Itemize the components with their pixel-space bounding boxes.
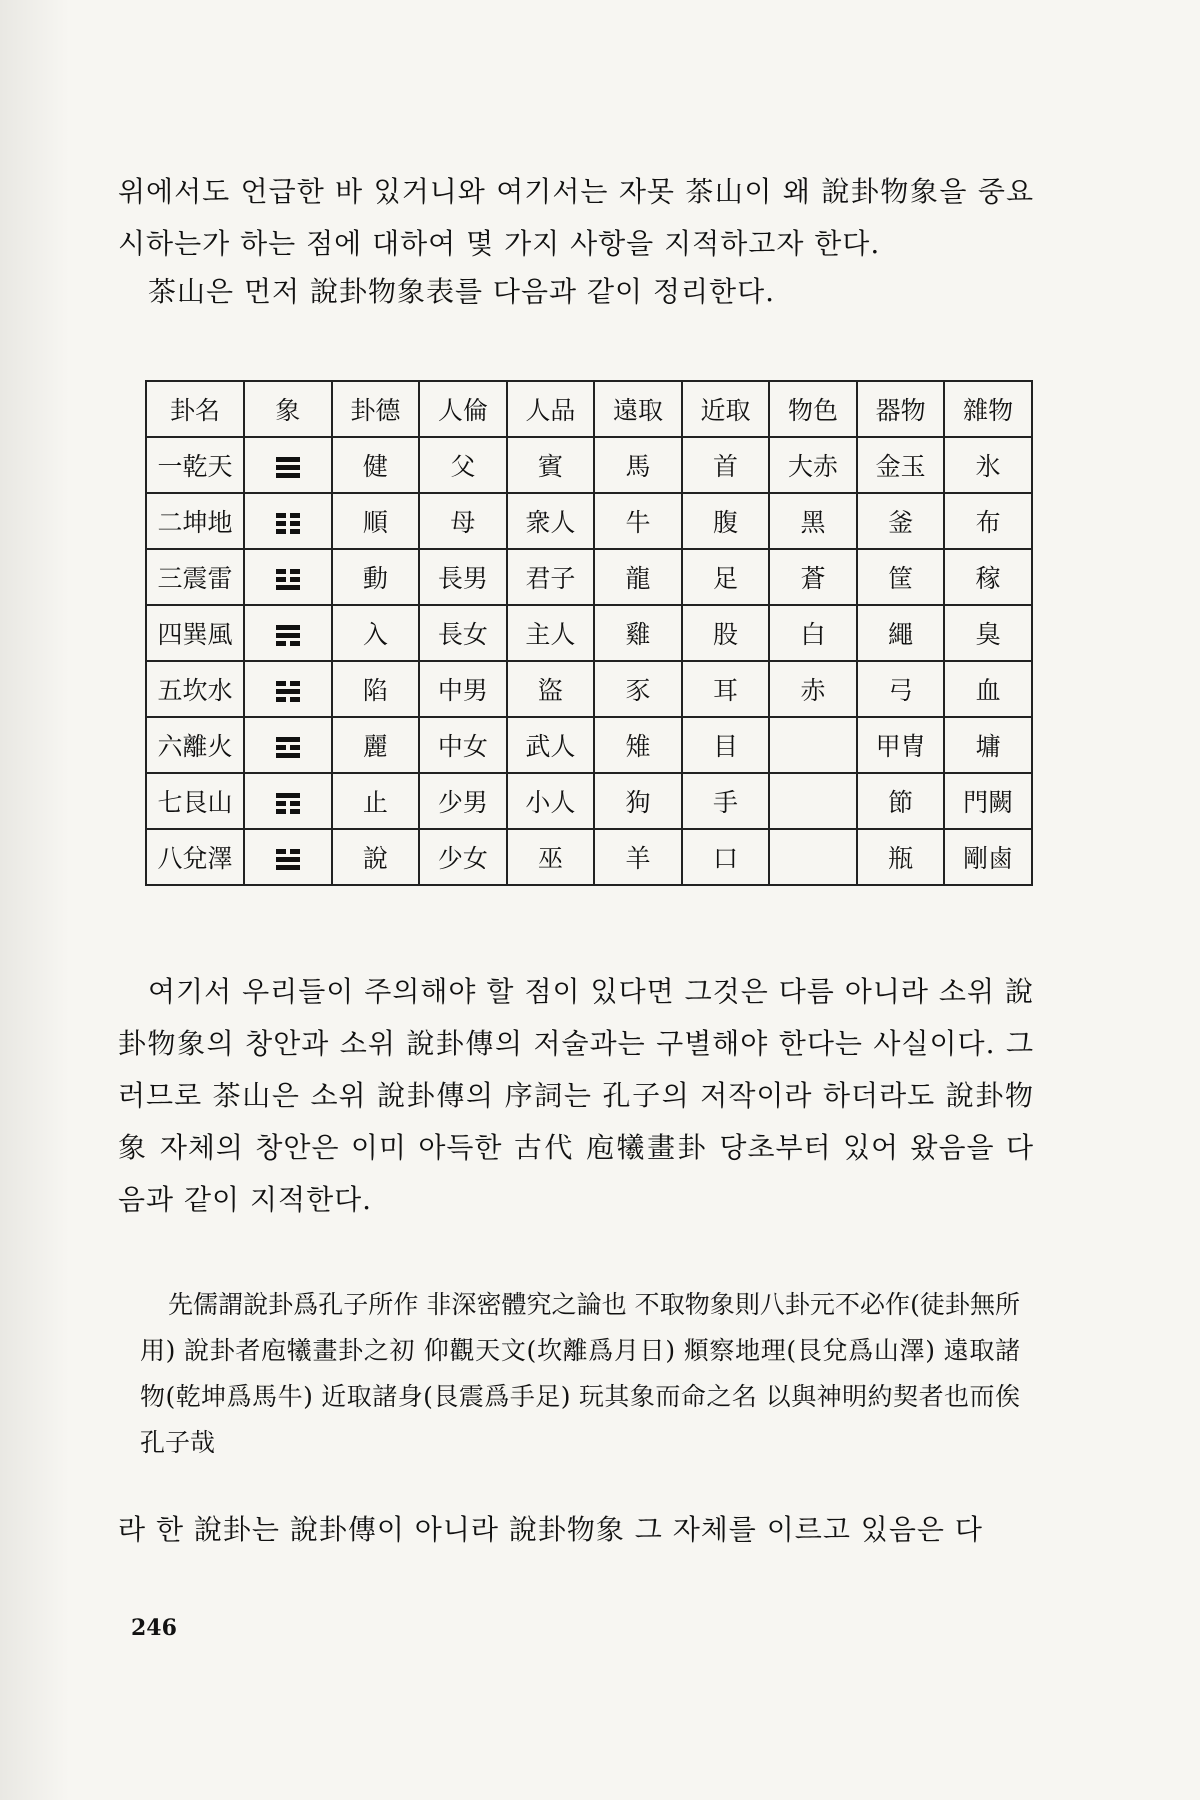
- paragraph-discussion: 여기서 우리들이 주의해야 할 점이 있다면 그것은 다름 아니라 소위 說卦物象의 창안과 소위 說卦傳의 저술과는 구별해야 한다는 사실이다. 그러므로 茶山은 소위 說卦傳의 序詞는 孔子의 저작이라 하더라도 說卦物象 자체의 창안은 이미 아득한 古代 庖犧畫卦 당초부터 있어 왔음을 다음과 같이 지적한다.: [118, 975, 1034, 1216]
- table-cell: 釜: [857, 493, 945, 549]
- header-cell: 象: [244, 381, 332, 437]
- table-cell: 雞: [594, 605, 682, 661]
- paragraph-intro: 위에서도 언급한 바 있거니와 여기서는 자못 茶山이 왜 說卦物象을 중요시하는가 하는 점에 대하여 몇 가지 사항을 지적하고자 한다.: [118, 175, 1034, 260]
- page-number: 246: [131, 1615, 177, 1641]
- trigram-icon: [276, 849, 300, 870]
- table-cell: 順: [332, 493, 420, 549]
- table-cell: 巫: [507, 829, 595, 885]
- trigram-icon: [276, 625, 300, 646]
- yin-line: [276, 529, 300, 534]
- table-cell: 武人: [507, 717, 595, 773]
- yang-line: [276, 473, 300, 478]
- table-cell: 筐: [857, 549, 945, 605]
- table-cell: 臭: [944, 605, 1032, 661]
- table-cell: 母: [419, 493, 507, 549]
- trigram-name-cell: 五坎水: [146, 661, 244, 717]
- table-cell: 少女: [419, 829, 507, 885]
- table-row: [146, 829, 1032, 885]
- table-cell: 耳: [682, 661, 770, 717]
- table-cell: 中男: [419, 661, 507, 717]
- header-cell: 人品: [507, 381, 595, 437]
- table-cell: 動: [332, 549, 420, 605]
- table-cell: 君子: [507, 549, 595, 605]
- yin-line: [276, 809, 300, 814]
- yin-line: [276, 577, 300, 582]
- trigram-name-cell: 四巽風: [146, 605, 244, 661]
- table-cell: 金玉: [857, 437, 945, 493]
- trigram-icon: [276, 513, 300, 534]
- yang-line: [276, 625, 300, 630]
- paragraph-continuation: 라 한 說卦는 說卦傳이 아니라 說卦物象 그 자체를 이르고 있음은 다: [118, 1513, 983, 1546]
- table-cell: 黑: [769, 493, 857, 549]
- yin-line: [276, 681, 300, 686]
- trigram-symbol-cell: [244, 437, 332, 493]
- header-cell: 近取: [682, 381, 770, 437]
- table-cell: 衆人: [507, 493, 595, 549]
- yang-line: [276, 689, 300, 694]
- table-cell: 股: [682, 605, 770, 661]
- table-cell: [769, 773, 857, 829]
- header-cell: 器物: [857, 381, 945, 437]
- trigram-name-cell: 八兌澤: [146, 829, 244, 885]
- trigram-icon: [276, 457, 300, 478]
- table-cell: [769, 717, 857, 773]
- table-header-row: [146, 381, 1032, 437]
- trigram-symbol-cell: [244, 829, 332, 885]
- table-row: [146, 717, 1032, 773]
- table-cell: 羊: [594, 829, 682, 885]
- table-cell: 蒼: [769, 549, 857, 605]
- trigram-symbol-cell: [244, 493, 332, 549]
- table-cell: 狗: [594, 773, 682, 829]
- header-cell: 卦德: [332, 381, 420, 437]
- table-cell: 中女: [419, 717, 507, 773]
- table-cell: 手: [682, 773, 770, 829]
- table-cell: 赤: [769, 661, 857, 717]
- table-cell: 父: [419, 437, 507, 493]
- yin-line: [276, 849, 300, 854]
- header-cell: 人倫: [419, 381, 507, 437]
- trigram-icon: [276, 569, 300, 590]
- table-cell: 豕: [594, 661, 682, 717]
- table-cell: 首: [682, 437, 770, 493]
- table-cell: 說: [332, 829, 420, 885]
- table-row: [146, 493, 1032, 549]
- table-cell: 弓: [857, 661, 945, 717]
- table-cell: [769, 829, 857, 885]
- table-cell: 白: [769, 605, 857, 661]
- table-cell: 墉: [944, 717, 1032, 773]
- table-cell: 瓶: [857, 829, 945, 885]
- yang-line: [276, 865, 300, 870]
- trigram-symbol-cell: [244, 605, 332, 661]
- table-cell: 止: [332, 773, 420, 829]
- classical-quotation: 先儒謂說卦爲孔子所作 非深密體究之論也 不取物象則八卦元不必作(徒卦無所用) 說卦者庖犧畫卦之初 仰觀天文(坎離爲月日) 頫察地理(艮兌爲山澤) 遠取諸物(乾坤爲馬牛) 近取諸身(艮震爲手足) 玩其象而命之名 以與神明約契者也而俟孔子哉: [140, 1290, 1020, 1457]
- page-gutter-shadow: [0, 0, 70, 1800]
- yang-line: [276, 753, 300, 758]
- trigram-icon: [276, 737, 300, 758]
- trigram-name-cell: 七艮山: [146, 773, 244, 829]
- header-cell: 雜物: [944, 381, 1032, 437]
- yin-line: [276, 745, 300, 750]
- table-cell: 雉: [594, 717, 682, 773]
- yang-line: [276, 585, 300, 590]
- table-cell: 稼: [944, 549, 1032, 605]
- table-cell: 龍: [594, 549, 682, 605]
- yin-line: [276, 569, 300, 574]
- table-cell: 甲冑: [857, 717, 945, 773]
- table-cell: 大赤: [769, 437, 857, 493]
- table-cell: 長女: [419, 605, 507, 661]
- header-cell: 卦名: [146, 381, 244, 437]
- trigram-name-cell: 二坤地: [146, 493, 244, 549]
- trigram-symbol-cell: [244, 717, 332, 773]
- paragraph-table-lead: 茶山은 먼저 說卦物象表를 다음과 같이 정리한다.: [148, 275, 776, 308]
- table-cell: 氷: [944, 437, 1032, 493]
- table-row: [146, 437, 1032, 493]
- table-row: [146, 661, 1032, 717]
- trigram-symbol-cell: [244, 549, 332, 605]
- yin-line: [276, 697, 300, 702]
- table-body: [146, 437, 1032, 885]
- table-cell: 目: [682, 717, 770, 773]
- trigram-table: [145, 380, 1033, 886]
- yin-line: [276, 513, 300, 518]
- table-cell: 長男: [419, 549, 507, 605]
- trigram-symbol-cell: [244, 661, 332, 717]
- trigram-symbol-cell: [244, 773, 332, 829]
- table-cell: 少男: [419, 773, 507, 829]
- table-row: [146, 605, 1032, 661]
- table-row: [146, 549, 1032, 605]
- table-cell: 主人: [507, 605, 595, 661]
- trigram-icon: [276, 793, 300, 814]
- header-cell: 物色: [769, 381, 857, 437]
- table-cell: 賓: [507, 437, 595, 493]
- table-cell: 馬: [594, 437, 682, 493]
- table-cell: 健: [332, 437, 420, 493]
- yang-line: [276, 793, 300, 798]
- table-cell: 入: [332, 605, 420, 661]
- table-cell: 盜: [507, 661, 595, 717]
- table-row: [146, 773, 1032, 829]
- table-cell: 腹: [682, 493, 770, 549]
- table-cell: 麗: [332, 717, 420, 773]
- table-cell: 足: [682, 549, 770, 605]
- table-cell: 布: [944, 493, 1032, 549]
- yin-line: [276, 641, 300, 646]
- trigram-icon: [276, 681, 300, 702]
- trigram-name-cell: 三震雷: [146, 549, 244, 605]
- table-cell: 繩: [857, 605, 945, 661]
- yin-line: [276, 801, 300, 806]
- table-cell: 口: [682, 829, 770, 885]
- header-cell: 遠取: [594, 381, 682, 437]
- trigram-name-cell: 一乾天: [146, 437, 244, 493]
- yang-line: [276, 737, 300, 742]
- yang-line: [276, 457, 300, 462]
- table-cell: 節: [857, 773, 945, 829]
- yin-line: [276, 521, 300, 526]
- yang-line: [276, 857, 300, 862]
- table-cell: 血: [944, 661, 1032, 717]
- table-cell: 牛: [594, 493, 682, 549]
- table-cell: 小人: [507, 773, 595, 829]
- yang-line: [276, 633, 300, 638]
- table-cell: 門闕: [944, 773, 1032, 829]
- yang-line: [276, 465, 300, 470]
- trigram-name-cell: 六離火: [146, 717, 244, 773]
- table-cell: 陷: [332, 661, 420, 717]
- table-cell: 剛鹵: [944, 829, 1032, 885]
